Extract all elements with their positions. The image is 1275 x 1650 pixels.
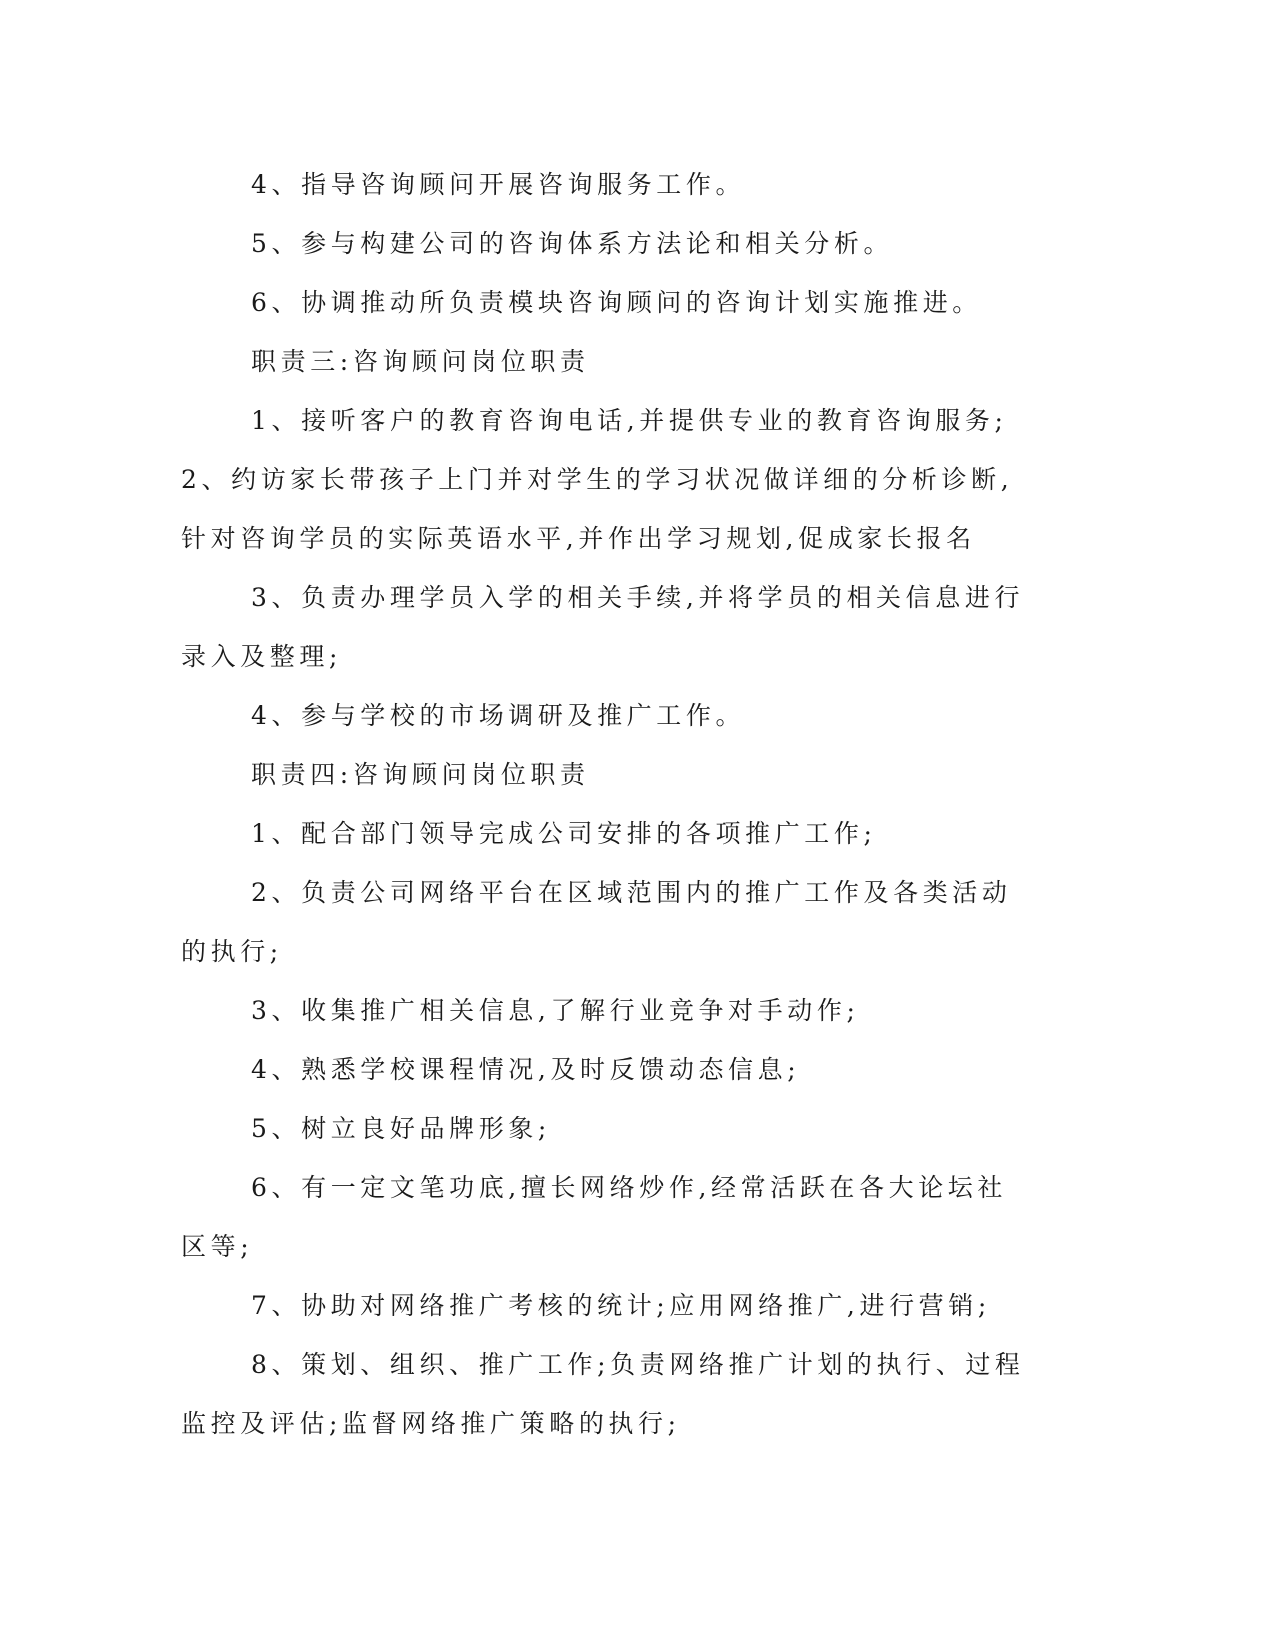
paragraph-duty3-item-3: 3、负责办理学员入学的相关手续,并将学员的相关信息进行录入及整理; (181, 583, 1025, 671)
paragraph-duty4-item-3: 3、收集推广相关信息,了解行业竞争对手动作; (251, 996, 860, 1025)
paragraph-item-6: 6、协调推动所负责模块咨询顾问的咨询计划实施推进。 (251, 288, 982, 317)
section-heading-duty-four: 职责四:咨询顾问岗位职责 (251, 760, 590, 789)
paragraph-duty3-item-1-2: 1、接听客户的教育咨询电话,并提供专业的教育咨询服务;2、约访家长带孩子上门并对学生的学习状况做详细的分析诊断,针对咨询学员的实际英语水平,并作出学习规划,促成家长报名 (181, 406, 1014, 553)
paragraph-duty4-item-8: 8、策划、组织、推广工作;负责网络推广计划的执行、过程监控及评估;监督网络推广策略的执行; (181, 1350, 1025, 1438)
paragraph-duty4-item-4: 4、熟悉学校课程情况,及时反馈动态信息; (251, 1055, 801, 1084)
paragraph-duty4-item-7: 7、协助对网络推广考核的统计;应用网络推广,进行营销; (251, 1291, 991, 1320)
paragraph-item-4: 4、指导咨询顾问开展咨询服务工作。 (251, 170, 746, 199)
section-heading-duty-three: 职责三:咨询顾问岗位职责 (251, 347, 590, 376)
document-body (181, 155, 1031, 1453)
paragraph-duty3-item-4: 4、参与学校的市场调研及推广工作。 (251, 701, 746, 730)
paragraph-duty4-item-5: 5、树立良好品牌形象; (251, 1114, 551, 1143)
paragraph-duty4-item-2: 2、负责公司网络平台在区域范围内的推广工作及各类活动的执行; (181, 878, 1012, 966)
paragraph-item-5: 5、参与构建公司的咨询体系方法论和相关分析。 (251, 229, 894, 258)
paragraph-duty4-item-6: 6、有一定文笔功底,擅长网络炒作,经常活跃在各大论坛社区等; (181, 1173, 1008, 1261)
paragraph-duty4-item-1: 1、配合部门领导完成公司安排的各项推广工作; (251, 819, 877, 848)
